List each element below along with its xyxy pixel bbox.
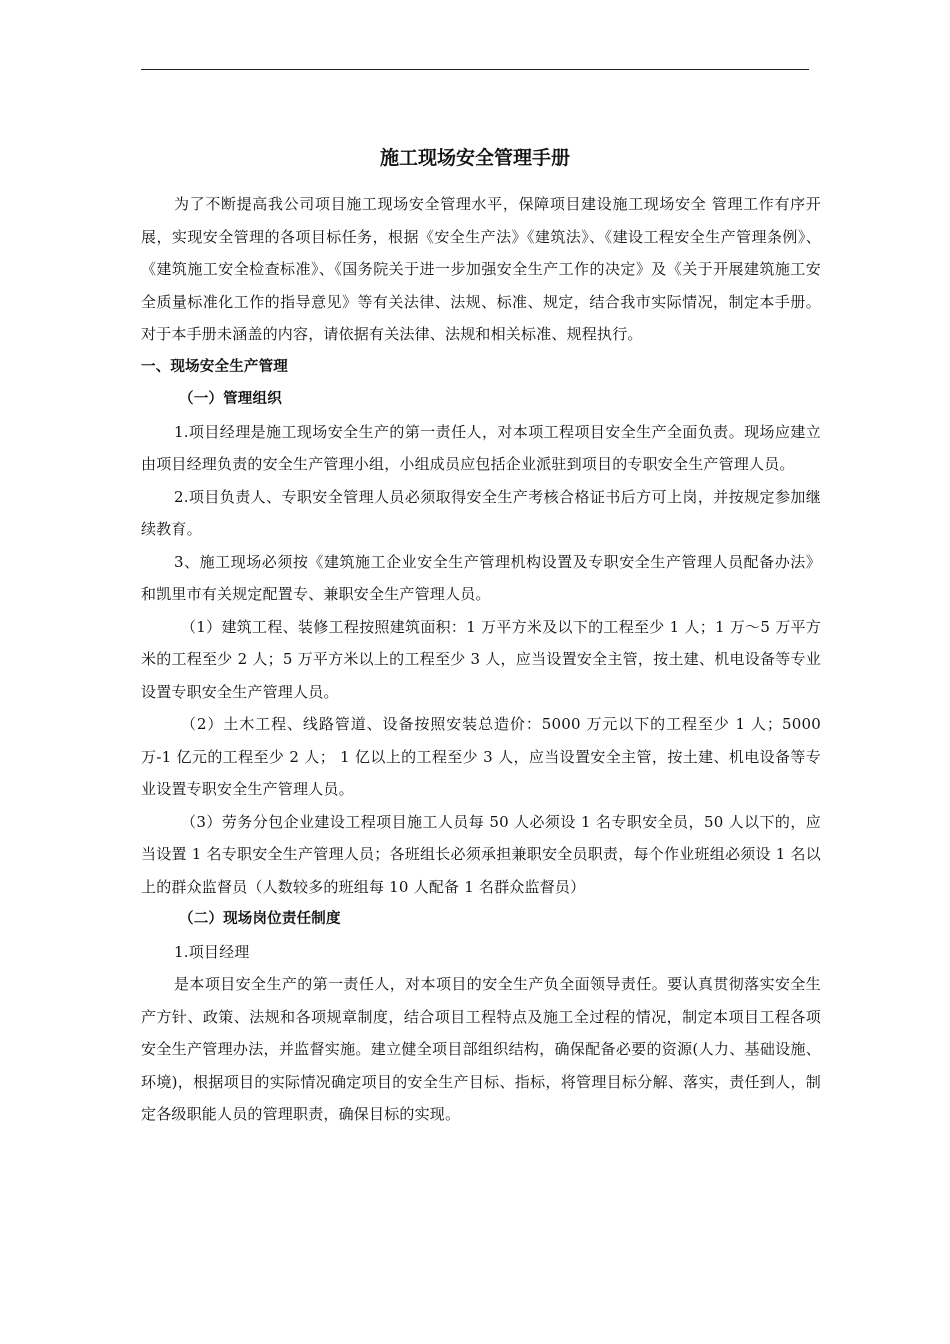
body-paragraph: 是本项目安全生产的第一责任人，对本项目的安全生产负全面领导责任。要认真贯彻落实安全生产方针、政策、法规和各项规章制度，结合项目工程特点及施工全过程的情况，制定本项目工程各项安全生产管理办法，并监督实施。建立健全项目部组织结构，确保配备必要的资源(人力、基础设施、环境)，根据项目的实际情况确定项目的安全生产目标、指标，将管理目标分解、落实，责任到人，制定各级职能人员的管理职责，确保目标的实现。 [141, 975, 821, 1123]
body-paragraph: （2）土木工程、线路管道、设备按照安装总造价：5000 万元以下的工程至少 1 人；5000 万-1 亿元的工程至少 2 人； 1 亿以上的工程至少 3 人，应当设置安全主管，按土建、机电设备等专业设置专职安全生产管理人员。 [141, 715, 821, 798]
intro-paragraph: 为了不断提高我公司项目施工现场安全管理水平，保障项目建设施工现场安全 管理工作有序开展，实现安全管理的各项目标任务，根据《安全生产法》《建筑法》、《建设工程安全生产管理条例》、《建筑施工安全检查标准》、《国务院关于进一步加强安全生产工作的决定》及《关于开展建筑施工安全质量标准化工作的指导意见》等有关法律、法规、标准、规定，结合我市实际情况，制定本手册。对于本手册未涵盖的内容，请依据有关法律、法规和相关标准、规程执行。 [141, 195, 821, 343]
body-paragraph: 1.项目经理是施工现场安全生产的第一责任人，对本项工程项目安全生产全面负责。现场应建立由项目经理负责的安全生产管理小组，小组成员应包括企业派驻到项目的专职安全生产管理人员。 [141, 422, 821, 473]
body-paragraph: 3、施工现场必须按《建筑施工企业安全生产管理机构设置及专职安全生产管理人员配备办法》和凯里市有关规定配置专、兼职安全生产管理人员。 [141, 552, 821, 603]
body-paragraph: （1）建筑工程、装修工程按照建筑面积：1 万平方米及以下的工程至少 1 人；1 万～5 万平方米的工程至少 2 人；5 万平方米以上的工程至少 3 人，应当设置安全主管，按土建、机电设备等专业设置专职安全生产管理人员。 [141, 617, 821, 701]
subsection-heading: （二）现场岗位责任制度 [179, 911, 341, 927]
document-title: 施工现场安全管理手册 [379, 147, 570, 169]
section-heading: 一、现场安全生产管理 [141, 358, 288, 375]
document-body [141, 188, 821, 1131]
item-heading: 1.项目经理 [174, 942, 250, 961]
body-paragraph: 2.项目负责人、专职安全管理人员必须取得安全生产考核合格证书后方可上岗，并按规定参加继续教育。 [141, 487, 821, 538]
subsection-heading: （一）管理组织 [179, 391, 282, 407]
header-rule [141, 69, 809, 70]
body-paragraph: （3）劳务分包企业建设工程项目施工人员每 50 人必须设 1 名专职安全员，50 人以下的，应当设置 1 名专职安全生产管理人员；各班组长必须承担兼职安全员职责，每个作业班组必须设 1 名以上的群众监督员（人数较多的班组每 10 人配备 1 名群众监督员） [141, 812, 821, 896]
